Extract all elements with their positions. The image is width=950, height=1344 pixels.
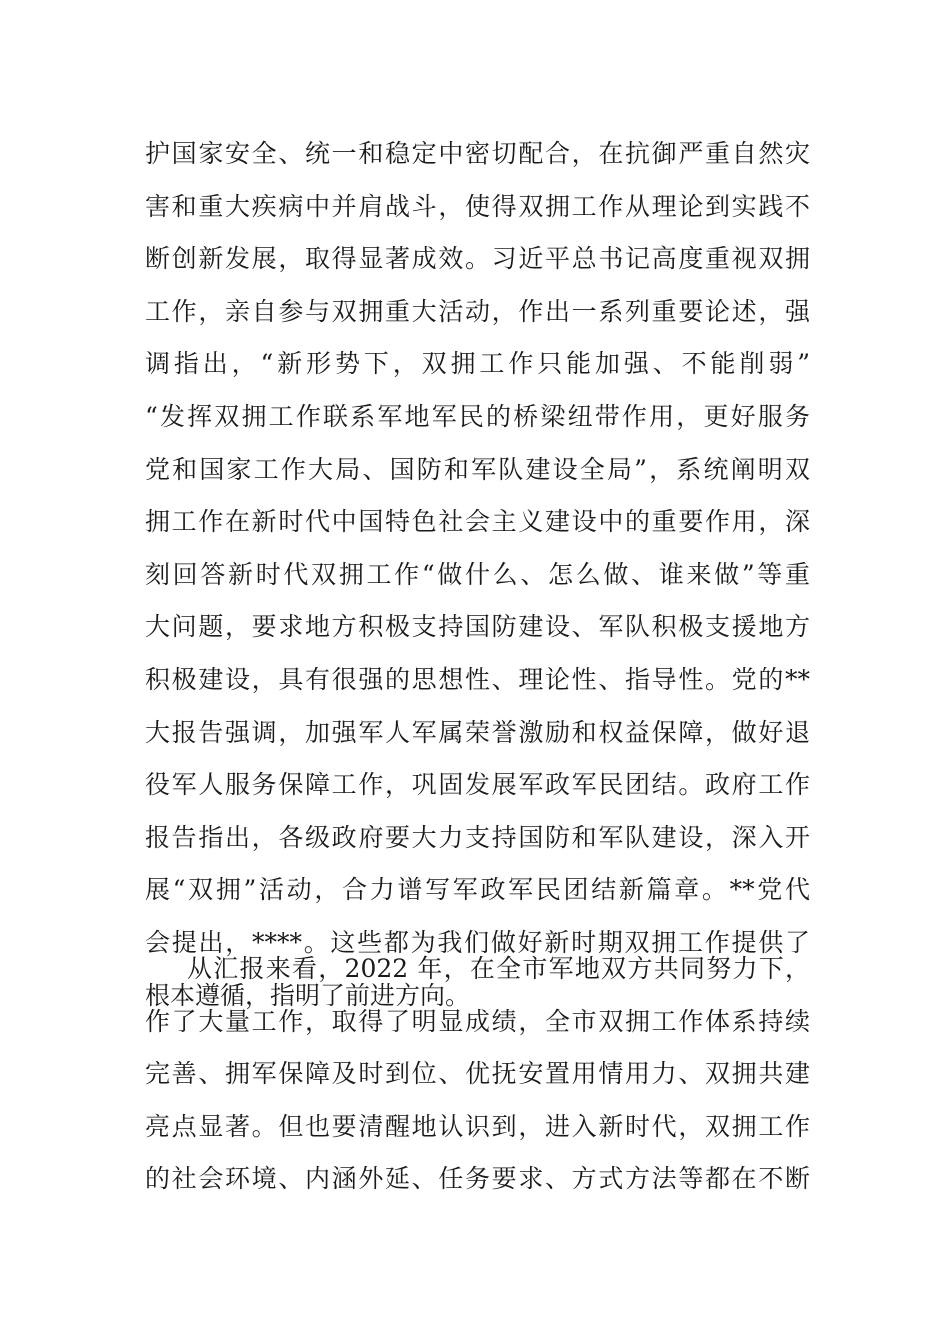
text-line: 会提出，****。这些都为我们做好新时期双拥工作提供了 [145, 927, 810, 957]
text-line: 党和国家工作大局、国防和军队建设全局”，系统阐明双 [145, 454, 810, 484]
text-line: 拥工作在新时代中国特色社会主义建设中的重要作用，深 [145, 507, 810, 537]
text-line: 害和重大疾病中并肩战斗，使得双拥工作从理论到实践不 [145, 191, 810, 221]
text-line: 断创新发展，取得显著成效。习近平总书记高度重视双拥 [145, 244, 810, 274]
text-line: 刻回答新时代双拥工作“做什么、怎么做、谁来做”等重 [145, 559, 810, 589]
text-line: 展“双拥”活动，合力谱写军政军民团结新篇章。**党代 [145, 875, 810, 905]
paragraph-2 [145, 943, 810, 1206]
text-line: 大报告强调，加强军人军属荣誉激励和权益保障，做好退 [145, 717, 810, 747]
text-line: 亮点显著。但也要清醒地认识到，进入新时代，双拥工作 [145, 1111, 810, 1141]
text-line: 大问题，要求地方积极支持国防建设、军队积极支援地方 [145, 612, 810, 642]
text-line: 调指出，“新形势下，双拥工作只能加强、不能削弱” [145, 349, 810, 379]
text-line: “发挥双拥工作联系军地军民的桥梁纽带作用，更好服务 [145, 401, 810, 431]
paragraph-1 [145, 128, 810, 1022]
text-line: 从汇报来看，2022 年，在全市军地双方共同努力下， [187, 954, 810, 983]
text-line: 完善、拥军保障及时到位、优抚安置用情用力、双拥共建 [145, 1059, 810, 1089]
text-line: 役军人服务保障工作，巩固发展军政军民团结。政府工作 [145, 770, 810, 800]
text-line: 报告指出，各级政府要大力支持国防和军队建设，深入开 [145, 822, 810, 852]
text-line: 积极建设，具有很强的思想性、理论性、指导性。党的** [145, 664, 810, 694]
text-line: 的社会环境、内涵外延、任务要求、方式方法等都在不断 [145, 1164, 810, 1194]
text-line: 根本遵循，指明了前进方向。 [145, 980, 471, 1010]
text-line: 作了大量工作，取得了明显成绩，全市双拥工作体系持续 [145, 1006, 810, 1036]
text-line: 护国家安全、统一和稳定中密切配合，在抗御严重自然灾 [145, 139, 810, 168]
text-line: 工作，亲自参与双拥重大活动，作出一系列重要论述，强 [145, 296, 810, 326]
